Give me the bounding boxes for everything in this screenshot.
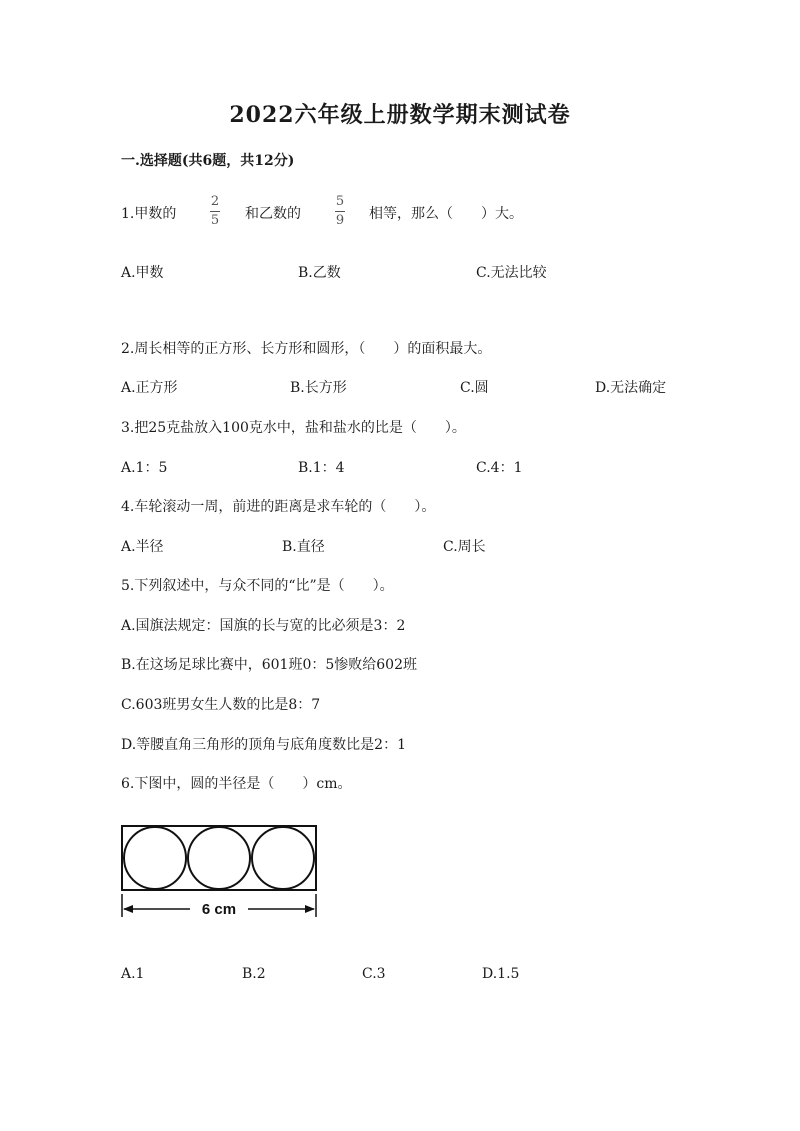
option-a[interactable]: A.1 <box>121 966 145 982</box>
option-b[interactable]: B.乙数 <box>298 265 341 281</box>
fraction-bar <box>335 211 345 212</box>
question-3-text: 3.把25克盐放入100克水中，盐和盐水的比是（ ）。 <box>121 420 466 436</box>
option-d[interactable]: D.1.5 <box>482 966 520 982</box>
option-d[interactable]: D.无法确定 <box>595 380 667 396</box>
option-b[interactable]: B.2 <box>242 966 266 982</box>
option-a[interactable]: A.1：5 <box>121 460 168 476</box>
option-a[interactable]: A.半径 <box>121 539 164 555</box>
question-1-text-part3: 相等，那么（ ）大。 <box>369 206 523 222</box>
page-title: 2022六年级上册数学期末测试卷 <box>229 102 571 128</box>
rectangle-outline <box>122 826 316 890</box>
option-c[interactable]: C.3 <box>362 966 386 982</box>
question-5-text: 5.下列叙述中，与众不同的“比”是（ ）。 <box>121 578 394 594</box>
question-1-text-part2: 和乙数的 <box>245 206 301 222</box>
option-c[interactable]: C.4：1 <box>476 460 523 476</box>
arrowhead-left <box>123 905 133 913</box>
fraction-2-5 <box>208 195 222 228</box>
fraction-denominator: 5 <box>210 213 220 228</box>
option-c[interactable]: C.603班男女生人数的比是8：7 <box>121 697 321 713</box>
option-b[interactable]: B.直径 <box>282 539 325 555</box>
option-b[interactable]: B.1：4 <box>298 460 345 476</box>
question-4-text: 4.车轮滚动一周，前进的距离是求车轮的（ ）。 <box>121 499 436 515</box>
question-2-text: 2.周长相等的正方形、长方形和圆形，（ ）的面积最大。 <box>121 341 492 357</box>
fraction-numerator: 2 <box>210 194 220 209</box>
fraction-5-9 <box>333 195 347 228</box>
question-6-text: 6.下图中，圆的半径是（ ）cm。 <box>121 776 352 792</box>
circle-middle <box>188 827 250 889</box>
circle-left <box>124 827 186 889</box>
option-b[interactable]: B.长方形 <box>290 380 347 396</box>
fraction-numerator: 5 <box>335 194 345 209</box>
fraction-denominator: 9 <box>335 213 345 228</box>
section-heading: 一.选择题(共6题，共12分) <box>121 153 295 169</box>
option-c[interactable]: C.周长 <box>443 539 486 555</box>
fraction-bar <box>210 211 220 212</box>
arrowhead-right <box>305 905 315 913</box>
option-c[interactable]: C.无法比较 <box>476 265 547 281</box>
dimension-label: 6 cm <box>201 901 237 918</box>
option-d[interactable]: D.等腰直角三角形的顶角与底角度数比是2：1 <box>121 737 406 753</box>
question-1-text-part1: 1.甲数的 <box>121 206 177 222</box>
option-c[interactable]: C.圆 <box>460 380 489 396</box>
option-a[interactable]: A.正方形 <box>121 380 178 396</box>
option-a[interactable]: A.国旗法规定：国旗的长与宽的比必须是3：2 <box>121 618 406 634</box>
three-circles-figure <box>118 822 323 922</box>
option-b[interactable]: B.在这场足球比赛中，601班0：5惨败给602班 <box>121 657 417 673</box>
circle-right <box>252 827 314 889</box>
option-a[interactable]: A.甲数 <box>121 265 164 281</box>
